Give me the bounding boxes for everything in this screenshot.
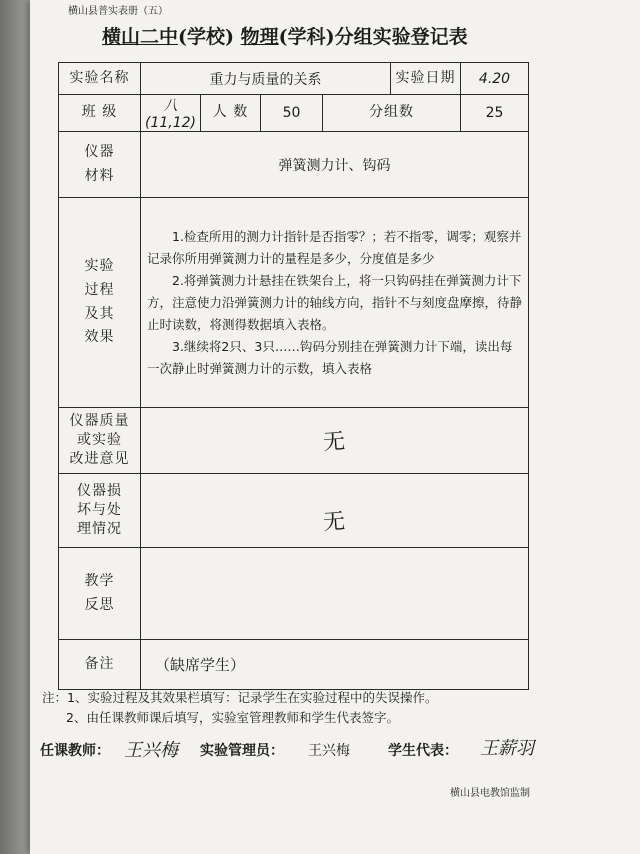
quality-label bbox=[59, 408, 141, 474]
notes bbox=[42, 688, 437, 728]
equipment-label-line1: 仪器 bbox=[84, 143, 115, 160]
process-step-3: 3.继续将2只、3只……钩码分别挂在弹簧测力计下端，读出每一次静止时弹簧测力计的示数，填入表格 bbox=[147, 338, 513, 376]
process-label-line4: 效果 bbox=[84, 329, 115, 346]
remarks-value: （缺席学生） bbox=[141, 640, 529, 690]
admin-label: 实验管理员： bbox=[200, 743, 284, 759]
note-line-2: 2、由任课教师课后填写，实验室管理教师和学生代表签字。 bbox=[66, 710, 399, 725]
note-line-1: 注：1、实验过程及其效果栏填写：记录学生在实验过程中的失误操作。 bbox=[42, 690, 438, 705]
damage-label-line1: 仪器损 bbox=[77, 483, 122, 500]
quality-label-line1: 仪器质量 bbox=[69, 413, 130, 430]
footer-credit: 横山县电教馆监制 bbox=[450, 788, 530, 799]
quality-label-line3: 改进意见 bbox=[69, 450, 130, 467]
quality-value: 无 bbox=[322, 429, 347, 456]
damage-value: 无 bbox=[322, 509, 347, 536]
remarks-label: 备注 bbox=[59, 640, 141, 690]
teacher-label: 任课教师： bbox=[40, 743, 110, 759]
quality-value-cell bbox=[141, 408, 529, 474]
booklet-header: 横山县普实表册（五） bbox=[68, 6, 168, 17]
student-label: 学生代表： bbox=[388, 743, 458, 759]
registration-table bbox=[58, 62, 529, 690]
title-school-suffix: (学校) bbox=[178, 26, 234, 48]
experiment-name-label: 实验名称 bbox=[59, 63, 141, 95]
process-content bbox=[141, 198, 529, 408]
experiment-name-value: 重力与质量的关系 bbox=[141, 63, 391, 95]
damage-value-cell bbox=[141, 474, 529, 548]
groups-label: 分组数 bbox=[323, 95, 461, 132]
damage-label-line3: 理情况 bbox=[77, 520, 122, 537]
process-label-line1: 实验 bbox=[84, 257, 115, 274]
page-shadow-edge bbox=[0, 0, 34, 854]
equipment-value: 弹簧测力计、钩码 bbox=[141, 132, 529, 198]
count-value: 50 bbox=[261, 95, 323, 132]
class-value: 八(11,12) bbox=[141, 95, 201, 132]
reflection-label bbox=[59, 548, 141, 640]
page-title bbox=[102, 22, 468, 49]
process-step-1: 1.检查所用的测力计指针是否指零？；若不指零，调零；观察并记录你所用弹簧测力计的量程是多少，分度值是多少 bbox=[147, 228, 522, 266]
quality-label-line2: 或实验 bbox=[77, 432, 122, 449]
process-label-line2: 过程 bbox=[84, 281, 115, 298]
student-signature: 王薪羽 bbox=[480, 738, 534, 759]
title-subject: 物理 bbox=[240, 26, 279, 48]
reflection-value bbox=[141, 548, 529, 640]
admin-value: 王兴梅 bbox=[308, 743, 350, 759]
reflection-label-line1: 教学 bbox=[84, 572, 115, 589]
title-school: 横山二中 bbox=[102, 26, 179, 48]
groups-value: 25 bbox=[461, 95, 529, 132]
process-label-line3: 及其 bbox=[84, 305, 115, 322]
equipment-label bbox=[59, 132, 141, 198]
teacher-signature: 王兴梅 bbox=[124, 740, 178, 761]
experiment-date-value: 4.20 bbox=[461, 63, 529, 95]
damage-label-line2: 坏与处 bbox=[77, 502, 122, 519]
title-subject-suffix: (学科) bbox=[278, 26, 335, 48]
title-rest: 分组实验登记表 bbox=[334, 26, 468, 48]
process-label bbox=[59, 198, 141, 408]
experiment-date-label: 实验日期 bbox=[391, 63, 461, 95]
reflection-label-line2: 反思 bbox=[84, 596, 115, 613]
process-step-2: 2.将弹簧测力计悬挂在铁架台上，将一只钩码挂在弹簧测力计下方，注意使力沿弹簧测力计的轴线方向，指针不与刻度盘摩擦，待静止时读数，将测得数据填入表格。 bbox=[147, 272, 523, 332]
count-label: 人 数 bbox=[201, 95, 261, 132]
class-label: 班 级 bbox=[59, 95, 141, 132]
equipment-label-line2: 材料 bbox=[84, 167, 115, 184]
signature-row bbox=[40, 734, 600, 774]
damage-label bbox=[59, 474, 141, 548]
